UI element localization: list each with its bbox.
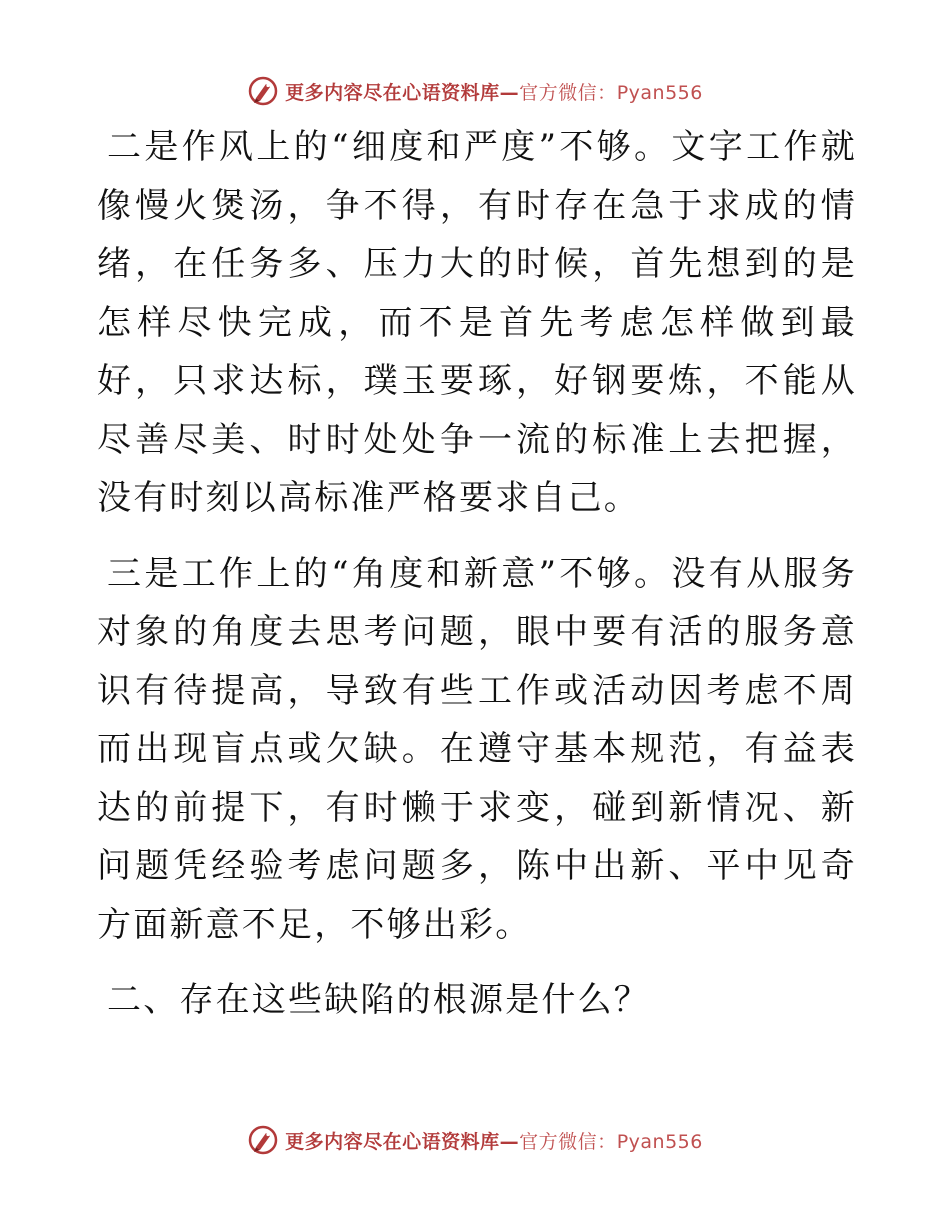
banner-content <box>247 1124 703 1156</box>
paragraph-style: 二是作风上的“细度和严度”不够。文字工作就像慢火煲汤，争不得，有时存在急于求成的情绪，在任务多、压力大的时候，首先想到的是怎样尽快完成，而不是首先考虑怎样做到最好，只求达标，璞玉要琢，好钢要炼，不能从尽善尽美、时时处处争一流的标准上去把握，没有时刻以高标准严格要求自己。 <box>97 127 857 518</box>
header-banner <box>0 71 950 111</box>
paragraph-perspective: 三是工作上的“角度和新意”不够。没有从服务对象的角度去思考问题，眼中要有活的服务意识有待提高，导致有些工作或活动因考虑不周而出现盲点或欠缺。在遵守基本规范，有益表达的前提下，有时懒于求变，碰到新情况、新问题凭经验考虑问题多，陈中出新、平中见奇方面新意不足，不够出彩。 <box>97 553 857 945</box>
document-body <box>97 118 857 1030</box>
banner-text: 更多内容尽在心语资料库—官方微信：Pyan556 <box>285 1130 703 1153</box>
banner-text: 更多内容尽在心语资料库—官方微信：Pyan556 <box>285 81 703 104</box>
footer-banner <box>0 1120 950 1160</box>
banner-content <box>247 75 703 107</box>
pen-logo-icon <box>247 75 279 107</box>
section-heading: 二、存在这些缺陷的根源是什么？ <box>107 980 650 1020</box>
pen-logo-icon <box>247 1124 279 1156</box>
